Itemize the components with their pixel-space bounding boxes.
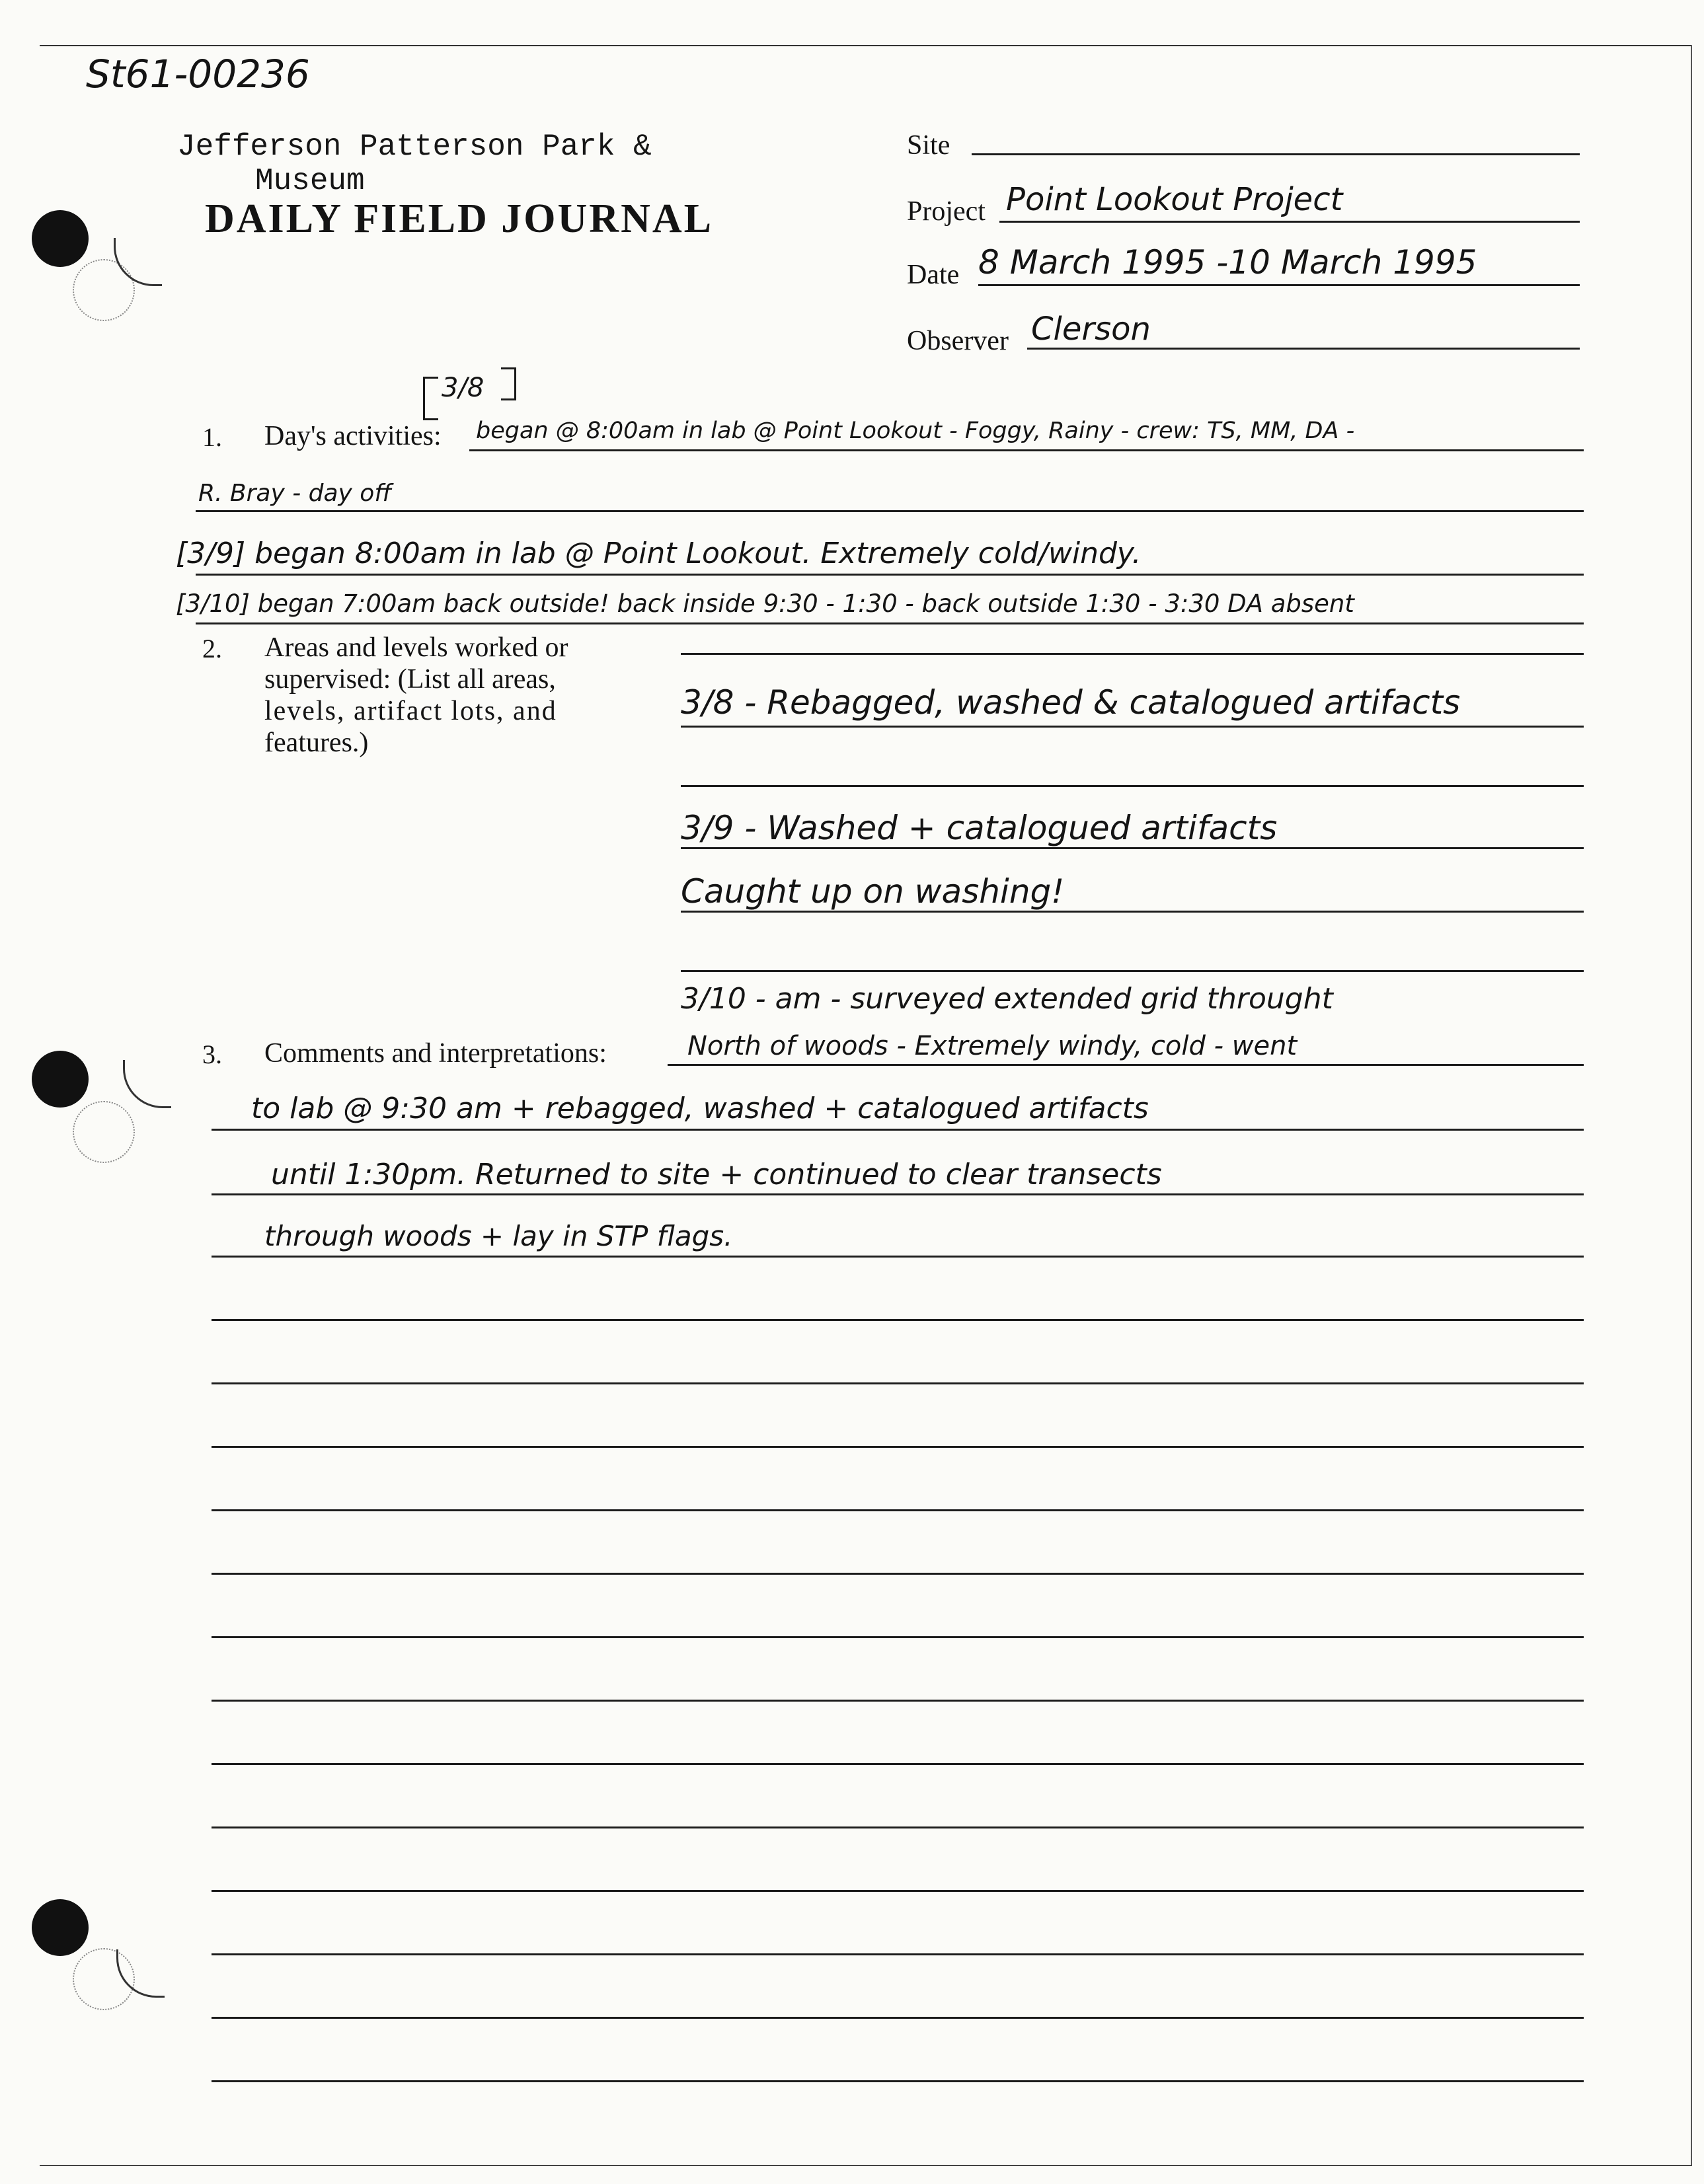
section1-date-note: 3/8 — [442, 373, 484, 403]
date-value: 8 March 1995 -10 March 1995 — [978, 243, 1477, 282]
day-activity-line-2: R. Bray - day off — [198, 480, 392, 507]
blank-line — [212, 2017, 1584, 2019]
day-activity-line-4: [3/10] began 7:00am back outside! back inside 9:30 - 1:30 - back outside 1:30 - 3:30 DA absent — [176, 589, 1354, 618]
project-label: Project — [907, 196, 986, 227]
page-border-top — [40, 45, 1692, 46]
blank-line — [212, 1382, 1584, 1384]
document-id: St61-00236 — [86, 52, 310, 96]
blank-line — [212, 1953, 1584, 1955]
blank-line — [212, 1446, 1584, 1448]
area-line-4: 3/10 - am - surveyed extended grid throught — [681, 982, 1333, 1016]
section2-line-4 — [681, 911, 1584, 913]
journal-title: DAILY FIELD JOURNAL — [205, 196, 713, 241]
punch-hole-bottom — [32, 1899, 89, 1956]
comment-line-3: until 1:30pm. Returned to site + continued to clear transects — [271, 1158, 1162, 1191]
day-activity-line-1: began @ 8:00am in lab @ Point Lookout - Foggy, Rainy - crew: TS, MM, DA - — [476, 418, 1355, 444]
date-note-bracket-left — [423, 377, 438, 420]
blank-line — [212, 1763, 1584, 1765]
punch-hole-top — [32, 210, 89, 267]
comment-line-2: to lab @ 9:30 am + rebagged, washed + catalogued artifacts — [251, 1092, 1149, 1125]
section1-number: 1. — [202, 422, 222, 452]
section2-label-line1: Areas and levels worked or — [264, 632, 568, 663]
section2-line-2 — [681, 785, 1584, 787]
date-note-bracket-right — [501, 367, 516, 400]
area-line-1: 3/8 - Rebagged, washed & catalogued artifacts — [681, 683, 1461, 722]
observer-value: Clerson — [1031, 311, 1151, 348]
section3-line-2 — [212, 1129, 1584, 1131]
section1-line-4 — [196, 622, 1584, 624]
section2-line-1 — [681, 726, 1584, 728]
section3-line-4 — [212, 1256, 1584, 1258]
blank-line — [212, 1826, 1584, 1828]
section2-number: 2. — [202, 634, 222, 663]
comment-line-1: North of woods - Extremely windy, cold - went — [687, 1031, 1297, 1061]
blank-line — [212, 1700, 1584, 1702]
date-label: Date — [907, 260, 960, 290]
blank-line — [212, 1573, 1584, 1575]
section1-line-2 — [196, 510, 1584, 512]
section3-line-3 — [212, 1193, 1584, 1195]
section1-label: Day's activities: — [264, 421, 442, 451]
org-name-line2: Museum — [255, 164, 365, 198]
comment-line-4: through woods + lay in STP flags. — [264, 1220, 733, 1252]
date-line — [978, 284, 1580, 286]
blank-line — [212, 1319, 1584, 1321]
section2-line-3 — [681, 847, 1584, 849]
section1-line-1 — [469, 449, 1584, 451]
site-label: Site — [907, 130, 950, 161]
section2-line-0 — [681, 653, 1584, 655]
section2-label-line2: supervised: (List all areas, — [264, 664, 556, 695]
punch-hole-middle — [32, 1051, 89, 1108]
observer-label: Observer — [907, 326, 1009, 356]
blank-line — [212, 1890, 1584, 1892]
punch-hole-ring-middle — [73, 1101, 135, 1163]
area-line-3: Caught up on washing! — [681, 872, 1065, 911]
section3-label: Comments and interpretations: — [264, 1038, 607, 1069]
org-name-line1: Jefferson Patterson Park & — [177, 130, 652, 164]
page-border-bottom — [40, 2165, 1692, 2166]
punch-mark-middle — [123, 1060, 171, 1108]
section3-line-1 — [668, 1064, 1584, 1066]
project-value: Point Lookout Project — [1006, 181, 1343, 218]
observer-line — [1027, 348, 1580, 350]
area-line-2: 3/9 - Washed + catalogued artifacts — [681, 809, 1278, 847]
section2-label-line4: features.) — [264, 728, 369, 758]
section2-label-line3: levels, artifact lots, and — [264, 696, 557, 726]
blank-line — [212, 2080, 1584, 2082]
page-border-right — [1691, 45, 1692, 2166]
day-activity-line-3: [3/9] began 8:00am in lab @ Point Lookout. Extremely cold/windy. — [176, 537, 1142, 570]
section2-line-5 — [681, 970, 1584, 972]
project-line — [999, 221, 1580, 223]
blank-line — [212, 1636, 1584, 1638]
site-line — [972, 153, 1580, 155]
section1-line-3 — [196, 574, 1584, 576]
section3-number: 3. — [202, 1039, 222, 1069]
blank-line — [212, 1509, 1584, 1511]
